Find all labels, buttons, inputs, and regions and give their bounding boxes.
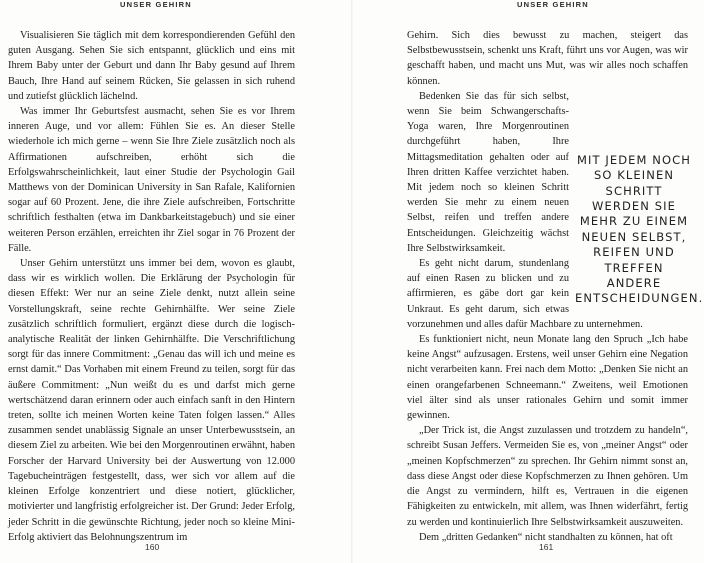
pull-quote: MIT JEDEM NOCH SO KLEINEN SCHRITT WERDEN SIE MEHR ZU EINEM NEUEN SELBST, REIFEN UND TREFFEN ANDERE ENTSCHEIDUNGEN.: [575, 152, 704, 306]
right-page-text: [407, 28, 704, 545]
paragraph: Unser Gehirn unterstützt uns immer bei dem, wovon es glaubt, dass wir es wirklich wollen. Die Erklärung der Psychologin für diesen Effekt: Wer nur an seine Ziele denkt, nutzt allein seine Vorstellungskraft, seine rechte Gehirnhälfte. Wer seine Ziele zusätzlich schriftlich formuliert, ergänzt diese durch die logisch-analytische Realität der linken Gehirnhälfte. Die Verschriftlichung sorgt für das innere Commitment: „Genau das will ich und meine es ernst damit.“ Das Vorhaben mit einem Freund zu teilen, sorgt für das äußere Commitment: „Nun weißt du es und darfst mich gerne wertschätzend daran erinnern oder auch einfach sanft in den Hintern treten, sollte ich meinen Worten keine Taten folgen lassen.“ Alles zusammen sendet unablässig Signale an unser Unterbewusstsein, an diesem Ziel zu arbeiten. Wie bei den Morgenroutinen erwähnt, haben Forscher der Harvard University bei der Auswertung von 12.000 Tagebucheinträgen festgestellt, dass, wer sich vor allem auf die kleinen Erfolge konzentriert und diese notiert, glücklicher, motivierter und langfristig erfolgreicher ist. Der Grund: Jeder Erfolg, jeder Schritt in die gewünschte Richtung, jeder noch so kleine Mini-Erfolg aktiviert das Belohnungszentrum im: [8, 258, 295, 543]
paragraph: Visualisieren Sie täglich mit dem korrespondierenden Gefühl den guten Ausgang. Sehen Sie sich entspannt, glücklich und eins mit Ihrem Baby unter der Geburt und dann Ihr Baby gesund auf Ihrem Bauch, Ihre Hand auf seinem Rücken, Sie gelassen in sich ruhend und zutiefst glücklich lächelnd.: [8, 30, 295, 102]
paragraph: Es geht nicht darum, stundenlang auf einen Rasen zu blicken und zu affirmieren, es gäbe dort gar kein Unkraut. Es geht darum, sich etwas vorzunehmen und alles dafür Machbare zu unternehmen.: [407, 258, 643, 330]
running-head-right: UNSER GEHIRN: [517, 0, 589, 9]
paragraph: Bedenken Sie das für sich selbst, wenn Sie beim Schwangerschafts-Yoga waren, Ihre Morgenroutinen durchgeführt haben, Ihre Mittagsmeditation gehalten oder auf Ihren dritten Kaffee verzichtet haben. Mit jedem noch so kleinen Schritt werden Sie mehr zu einem neuen Selbst, reifen und treffen andere Entscheidungen. Gleichzeitig wächst Ihre Selbstwirksamkeit.: [407, 90, 569, 254]
book-gutter: [351, 0, 353, 563]
paragraph: Dem „dritten Gedanken“ nicht standhalten zu können, hat oft: [419, 531, 673, 543]
page-number-right: 161: [539, 542, 554, 552]
paragraph: Es funktioniert nicht, neun Monate lang den Spruch „Ich habe keine Angst“ aufzusagen. Erstens, weil unser Gehirn eine Negation nicht verarbeiten kann. Frei nach dem Motto: „Denken Sie nicht an einen orangefarbenen Schneemann.“ Zweitens, weil Emotionen viel älter sind als unser rationales Gehirn und somit immer gewinnen.: [407, 334, 688, 422]
left-page-text: [8, 28, 295, 545]
paragraph: „Der Trick ist, die Angst zuzulassen und trotzdem zu handeln“, schreibt Susan Jeffers. Vermeiden Sie es, von „meiner Angst“ oder „meinen Kopfschmerzen“ zu sprechen. Ihr Gehirn nimmt sonst an, dass diese Angst oder diese Kopfschmerzen zu Ihnen gehören. Um die Angst zu vermindern, hilft es, Vertrauen in die eigenen Fähigkeiten zu entwickeln, mit allem, was Ihnen widerfährt, fertig zu werden und kontinuierlich Ihre Selbstwirksamkeit auszuweiten.: [407, 425, 688, 528]
paragraph: Was immer Ihr Geburtsfest ausmacht, sehen Sie es vor Ihrem inneren Auge, und vor allem: Fühlen Sie es. An dieser Stelle wiederhole ich mich gerne – wenn Sie Ihre Ziele zusätzlich noch als Affirmationen aufschreiben, erhöht sich die Erfolgswahrscheinlichkeit, laut einer Studie der Psychologin Gail Matthews von der Dominican University in San Rafale, Kalifornien sogar auf 60 Prozent. Jene, die ihre Ziele aufschreiben, Fortschritte schriftlich festhalten (etwa im Dankbarkeitstagebuch) und sie einer weiteren Person erzählen, erreichten ihr Ziel sogar in 76 Prozent der Fälle.: [8, 106, 295, 254]
running-head-left: UNSER GEHIRN: [120, 0, 192, 9]
page-number-left: 160: [145, 542, 160, 552]
paragraph: Gehirn. Sich dies bewusst zu machen, steigert das Selbstbewusstsein, schenkt uns Kraft, führt uns vor Augen, was wir geschafft haben, und macht uns Mut, was wir alles noch schaffen können.: [407, 30, 688, 87]
